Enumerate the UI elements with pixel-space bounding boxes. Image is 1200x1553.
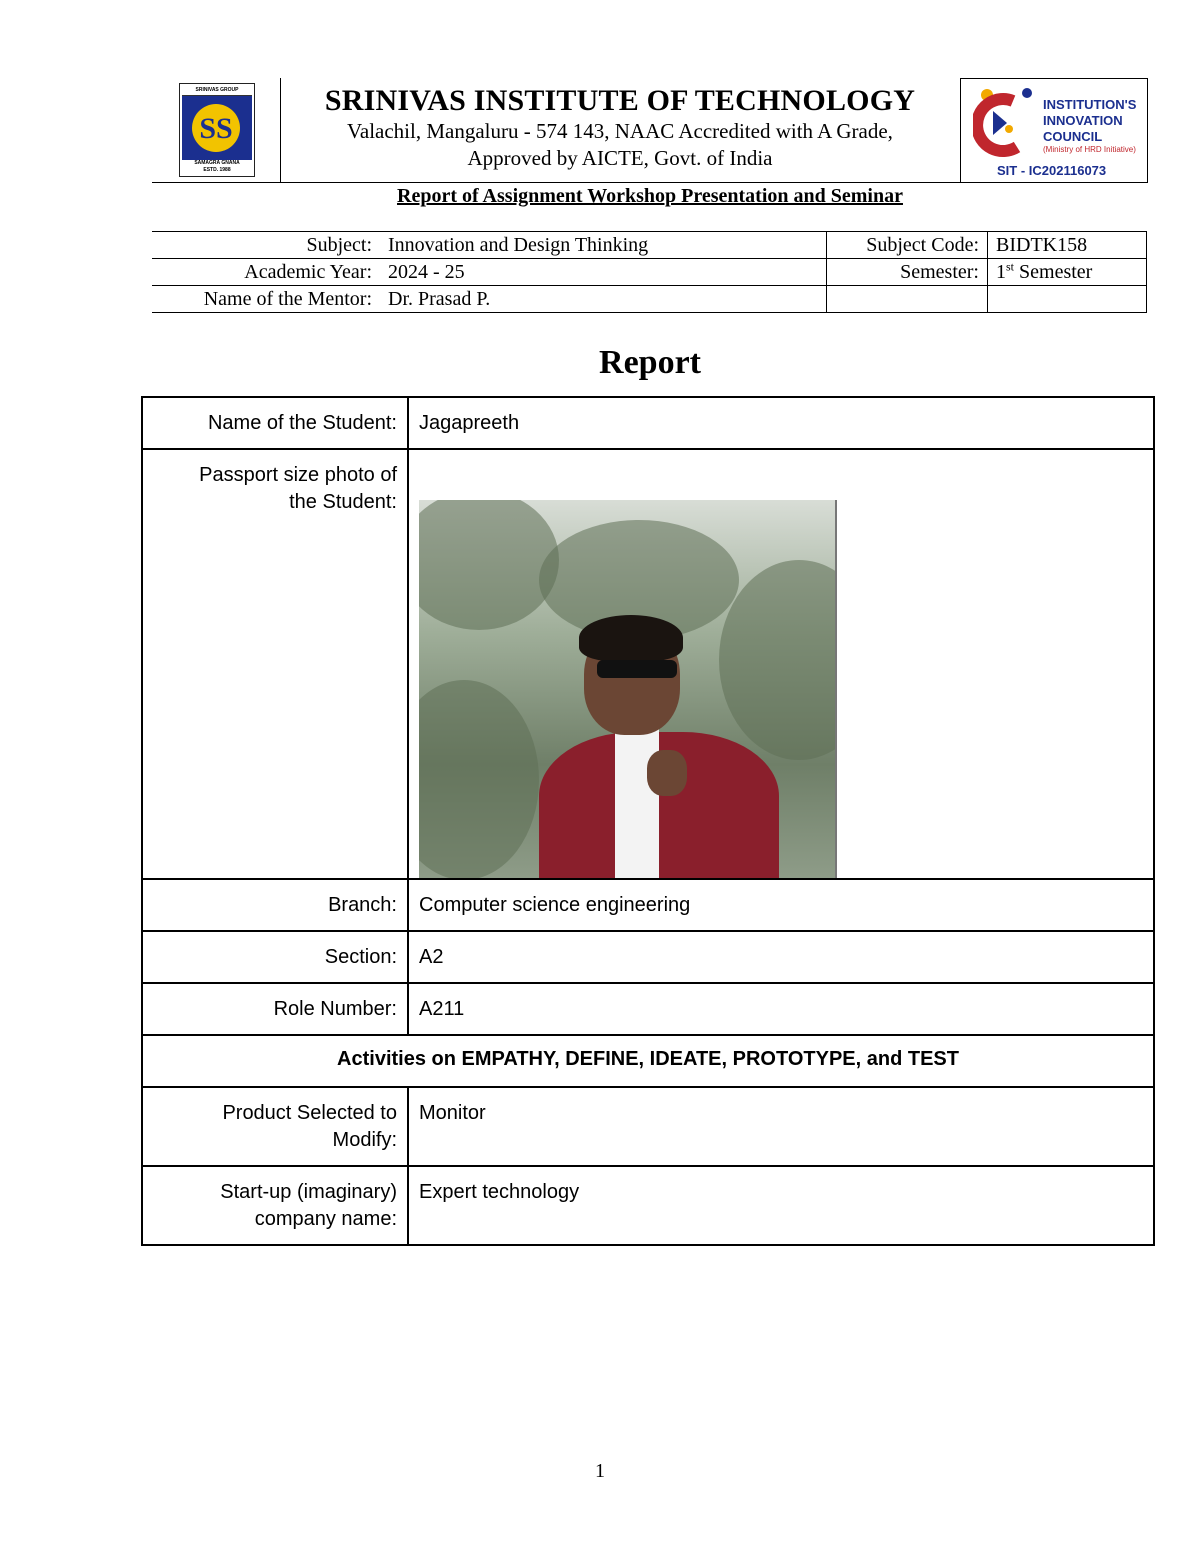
photo-label: [142, 449, 408, 879]
college-logo-motto: SAMAGRA GNANA: [194, 160, 240, 166]
mentor-label: Name of the Mentor:: [152, 286, 380, 313]
photo-row: [142, 449, 1154, 879]
subject-row: [152, 232, 1147, 259]
report-heading: Report of Assignment Workshop Presentation and Seminar: [397, 185, 903, 207]
iic-code: SIT - IC202116073: [997, 163, 1107, 178]
iic-title: [1043, 97, 1136, 145]
student-photo: [419, 500, 837, 878]
product-label: [142, 1087, 408, 1166]
college-address-line2: Approved by AICTE, Govt. of India: [467, 146, 773, 170]
branch-label: Branch:: [142, 879, 408, 931]
branch-row: [142, 879, 1154, 931]
product-value: Monitor: [408, 1087, 1154, 1166]
startup-value: Expert technology: [408, 1166, 1154, 1245]
student-name-label: Name of the Student:: [142, 397, 408, 449]
student-table: [141, 396, 1155, 1246]
iic-title-line3: COUNCIL: [1043, 129, 1103, 144]
semester-number: 1: [996, 261, 1006, 283]
college-logo-top-text: SRINIVAS GROUP: [182, 86, 252, 96]
iic-logo-cell: [960, 78, 1148, 182]
semester-word: Semester: [1014, 261, 1093, 283]
college-header-text: [280, 78, 960, 182]
letterhead: [152, 78, 1148, 183]
product-row: [142, 1087, 1154, 1166]
subject-label: Subject:: [152, 232, 380, 259]
subject-info-table: [152, 231, 1147, 313]
startup-label-line2: company name:: [254, 1208, 397, 1230]
iic-subtitle: (Ministry of HRD Initiative): [1043, 145, 1136, 154]
photo-label-line1: Passport size photo of: [199, 464, 397, 486]
college-emblem-icon: [182, 96, 252, 160]
startup-row: [142, 1166, 1154, 1245]
branch-value: Computer science engineering: [408, 879, 1154, 931]
section-row: [142, 931, 1154, 983]
iic-title-line1: INSTITUTION'S: [1043, 97, 1137, 112]
semester-suffix: st: [1006, 259, 1015, 274]
subject-value: Innovation and Design Thinking: [380, 232, 827, 259]
report-title: Report: [599, 344, 701, 381]
product-label-line1: Product Selected to: [222, 1102, 397, 1124]
subject-code-value: BIDTK158: [988, 232, 1147, 259]
academic-year-row: [152, 259, 1147, 286]
academic-year-label: Academic Year:: [152, 259, 380, 286]
svg-text:SS: SS: [199, 112, 233, 145]
startup-label: [142, 1166, 408, 1245]
academic-year-value: 2024 - 25: [380, 259, 827, 286]
startup-label-line1: Start-up (imaginary): [220, 1181, 397, 1203]
semester-value: [988, 259, 1147, 286]
iic-title-line2: INNOVATION: [1043, 113, 1123, 128]
photo-cell: [408, 449, 1154, 879]
activities-heading: Activities on EMPATHY, DEFINE, IDEATE, PROTOTYPE, and TEST: [142, 1035, 1154, 1087]
activities-row: [142, 1035, 1154, 1087]
college-logo-cell: [152, 78, 281, 182]
student-name-row: [142, 397, 1154, 449]
college-logo-bottom-text: [182, 160, 252, 174]
empty-cell: [827, 286, 988, 313]
section-value: A2: [408, 931, 1154, 983]
college-address-line1: Valachil, Mangaluru - 574 143, NAAC Accredited with A Grade,: [347, 119, 893, 143]
college-logo-estd: ESTD. 1988: [203, 167, 231, 173]
semester-label: Semester:: [827, 259, 988, 286]
role-number-value: A211: [408, 983, 1154, 1035]
college-logo: [179, 83, 255, 177]
mentor-row: [152, 286, 1147, 313]
college-name: SRINIVAS INSTITUTE OF TECHNOLOGY: [324, 84, 916, 117]
mentor-value: Dr. Prasad P.: [380, 286, 827, 313]
page-number: 1: [595, 1460, 605, 1482]
role-number-row: [142, 983, 1154, 1035]
empty-cell: [988, 286, 1147, 313]
section-label: Section:: [142, 931, 408, 983]
iic-emblem-icon: [973, 83, 1037, 163]
student-name-value: Jagapreeth: [408, 397, 1154, 449]
role-number-label: Role Number:: [142, 983, 408, 1035]
product-label-line2: Modify:: [332, 1129, 397, 1151]
iic-logo: [973, 83, 1141, 179]
photo-label-line2: the Student:: [289, 491, 397, 513]
subject-code-label: Subject Code:: [827, 232, 988, 259]
